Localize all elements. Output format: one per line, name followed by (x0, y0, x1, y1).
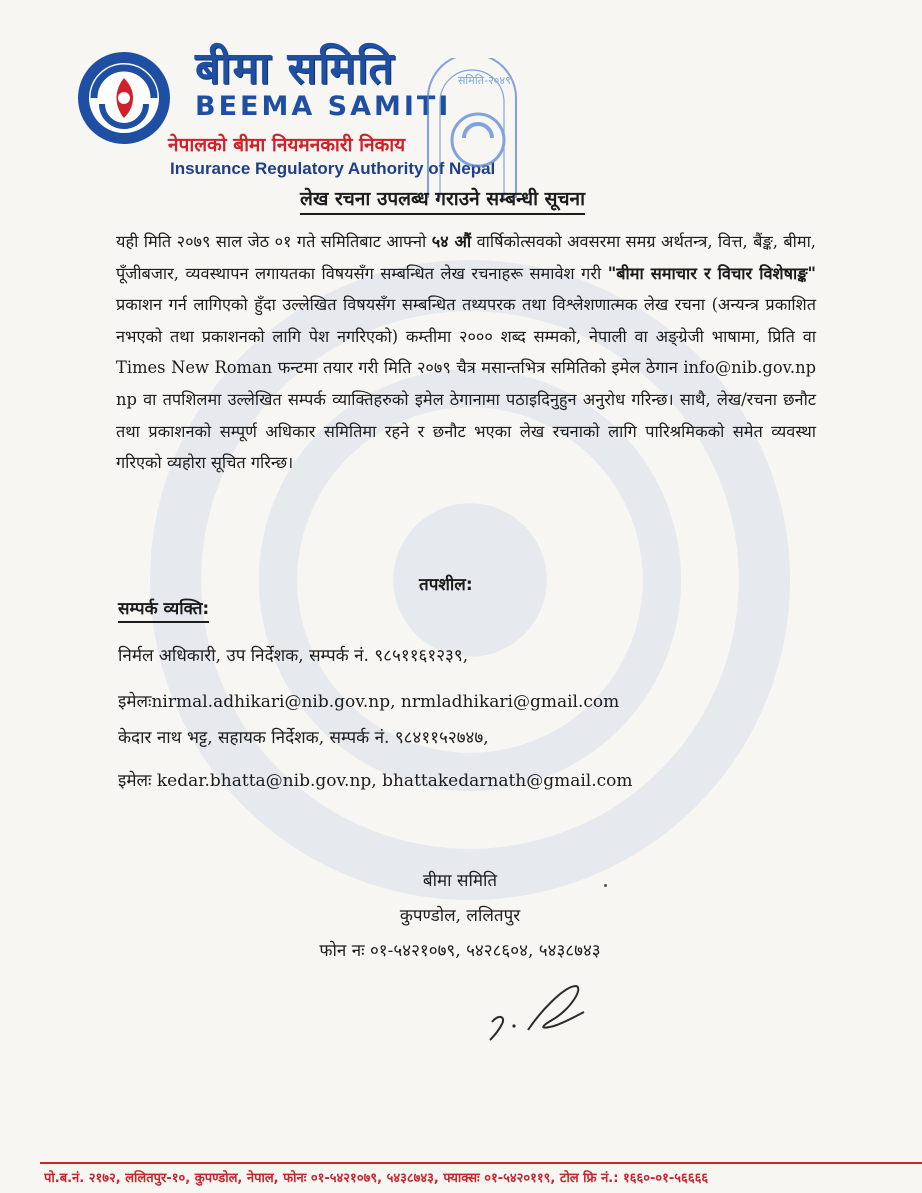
sign-phone: फोन नः ०१-५४२१०७९, ५४२८६०४, ५४३८७४३ (319, 941, 601, 961)
contact-email-line: इमेलः kedar.bhatta@nib.gov.np, bhattakedarnath@gmail.com (118, 771, 633, 791)
footer-rule (40, 1162, 922, 1164)
regulator-name-english: Insurance Regulatory Authority of Nepal (170, 159, 496, 178)
brand-name-nepali: बीमा समिति (195, 43, 395, 94)
footer-address: पो.ब.नं. २१७२, ललितपुर-१०, कुपण्डोल, नेपाल, फोनः ०१-५४२१०७९, ५४३८७४३, फ्याक्सः ०१-५४२०११९, टोल फ्रि नं.: १६६०-०१-५६६६६ (44, 1171, 709, 1186)
sign-address: कुपण्डोल, ललितपुर (399, 906, 521, 926)
signature-icon (480, 980, 590, 1050)
contact-email-line: इमेलःnirmal.adhikari@nib.gov.np, nrmladhikari@gmail.com (118, 692, 620, 712)
contact-line: केदार नाथ भट्ट, सहायक निर्देशक, सम्पर्क नं. ९८४११५२७४७, (118, 728, 489, 748)
notice-body: यही मिति २०७९ साल जेठ ०१ गते समितिबाट आफ्नो ५४ औं वार्षिकोत्सवको अवसरमा समग्र अर्थतन्त्र, वित्त, बैंङ्क, बीमा, पूँजीबजार, व्यवस्थापन लगायतका विषयसँग सम्बन्धित लेख रचनाहरू समावेश गरी "बीमा समाचार र विचार विशेषाङ्क" प्रकाशन गर्न लागिएको हुँदा उल्लेखित विषयसँग सम्बन्धित तथ्यपरक तथा विश्लेशणात्मक लेख रचना (अन्यन्त्र प्रकाशित नभएको तथा प्रकाशनको लागि पेश नगरिएको) कम्तीमा २००० शब्द सम्मको, नेपाली वा अङ्ग्रेजी भाषामा, प्रिति वा Times New Roman फन्टमा तयार गरी मिति २०७९ चैत्र मसान्तभित्र समितिको इमेल ठेगान info@nib.gov.np np वा तपशिलमा उल्लेखित सम्पर्क व्याक्तिहरुको इमेल ठेगानामा पठाइदिनुहुन अनुरोध गरिन्छ। साथै, लेख/रचना छनौट तथा प्रकाशनको सम्पूर्ण अधिकार समितिमा रहने र छनौट भएका लेख रचनाको लागि पारिश्रमिकको समेत व्यवस्था गरिएको व्यहोरा सूचित गरिन्छ। (116, 232, 816, 473)
contact-line: निर्मल अधिकारी, उप निर्देशक, सम्पर्क नं. ९८५११६१२३९, (118, 646, 469, 666)
notice-title: लेख रचना उपलब्ध गराउने सम्बन्धी सूचना (300, 186, 585, 215)
beema-samiti-logo-icon (74, 48, 174, 148)
regulator-name-nepali: नेपालको बीमा नियमनकारी निकाय (168, 134, 406, 156)
stamp-label: समिति-२०४९ (458, 74, 511, 87)
contact-heading: सम्पर्क व्यक्ति: (118, 597, 209, 623)
details-title: तपशील: (419, 575, 473, 595)
brand-name-english: BEEMA SAMITI (195, 91, 452, 122)
publication-name: "बीमा समाचार र विचार विशेषाङ्क" (607, 263, 816, 283)
anniversary-number: ५४ औं (431, 232, 472, 251)
sign-org: बीमा समिति (422, 871, 498, 891)
